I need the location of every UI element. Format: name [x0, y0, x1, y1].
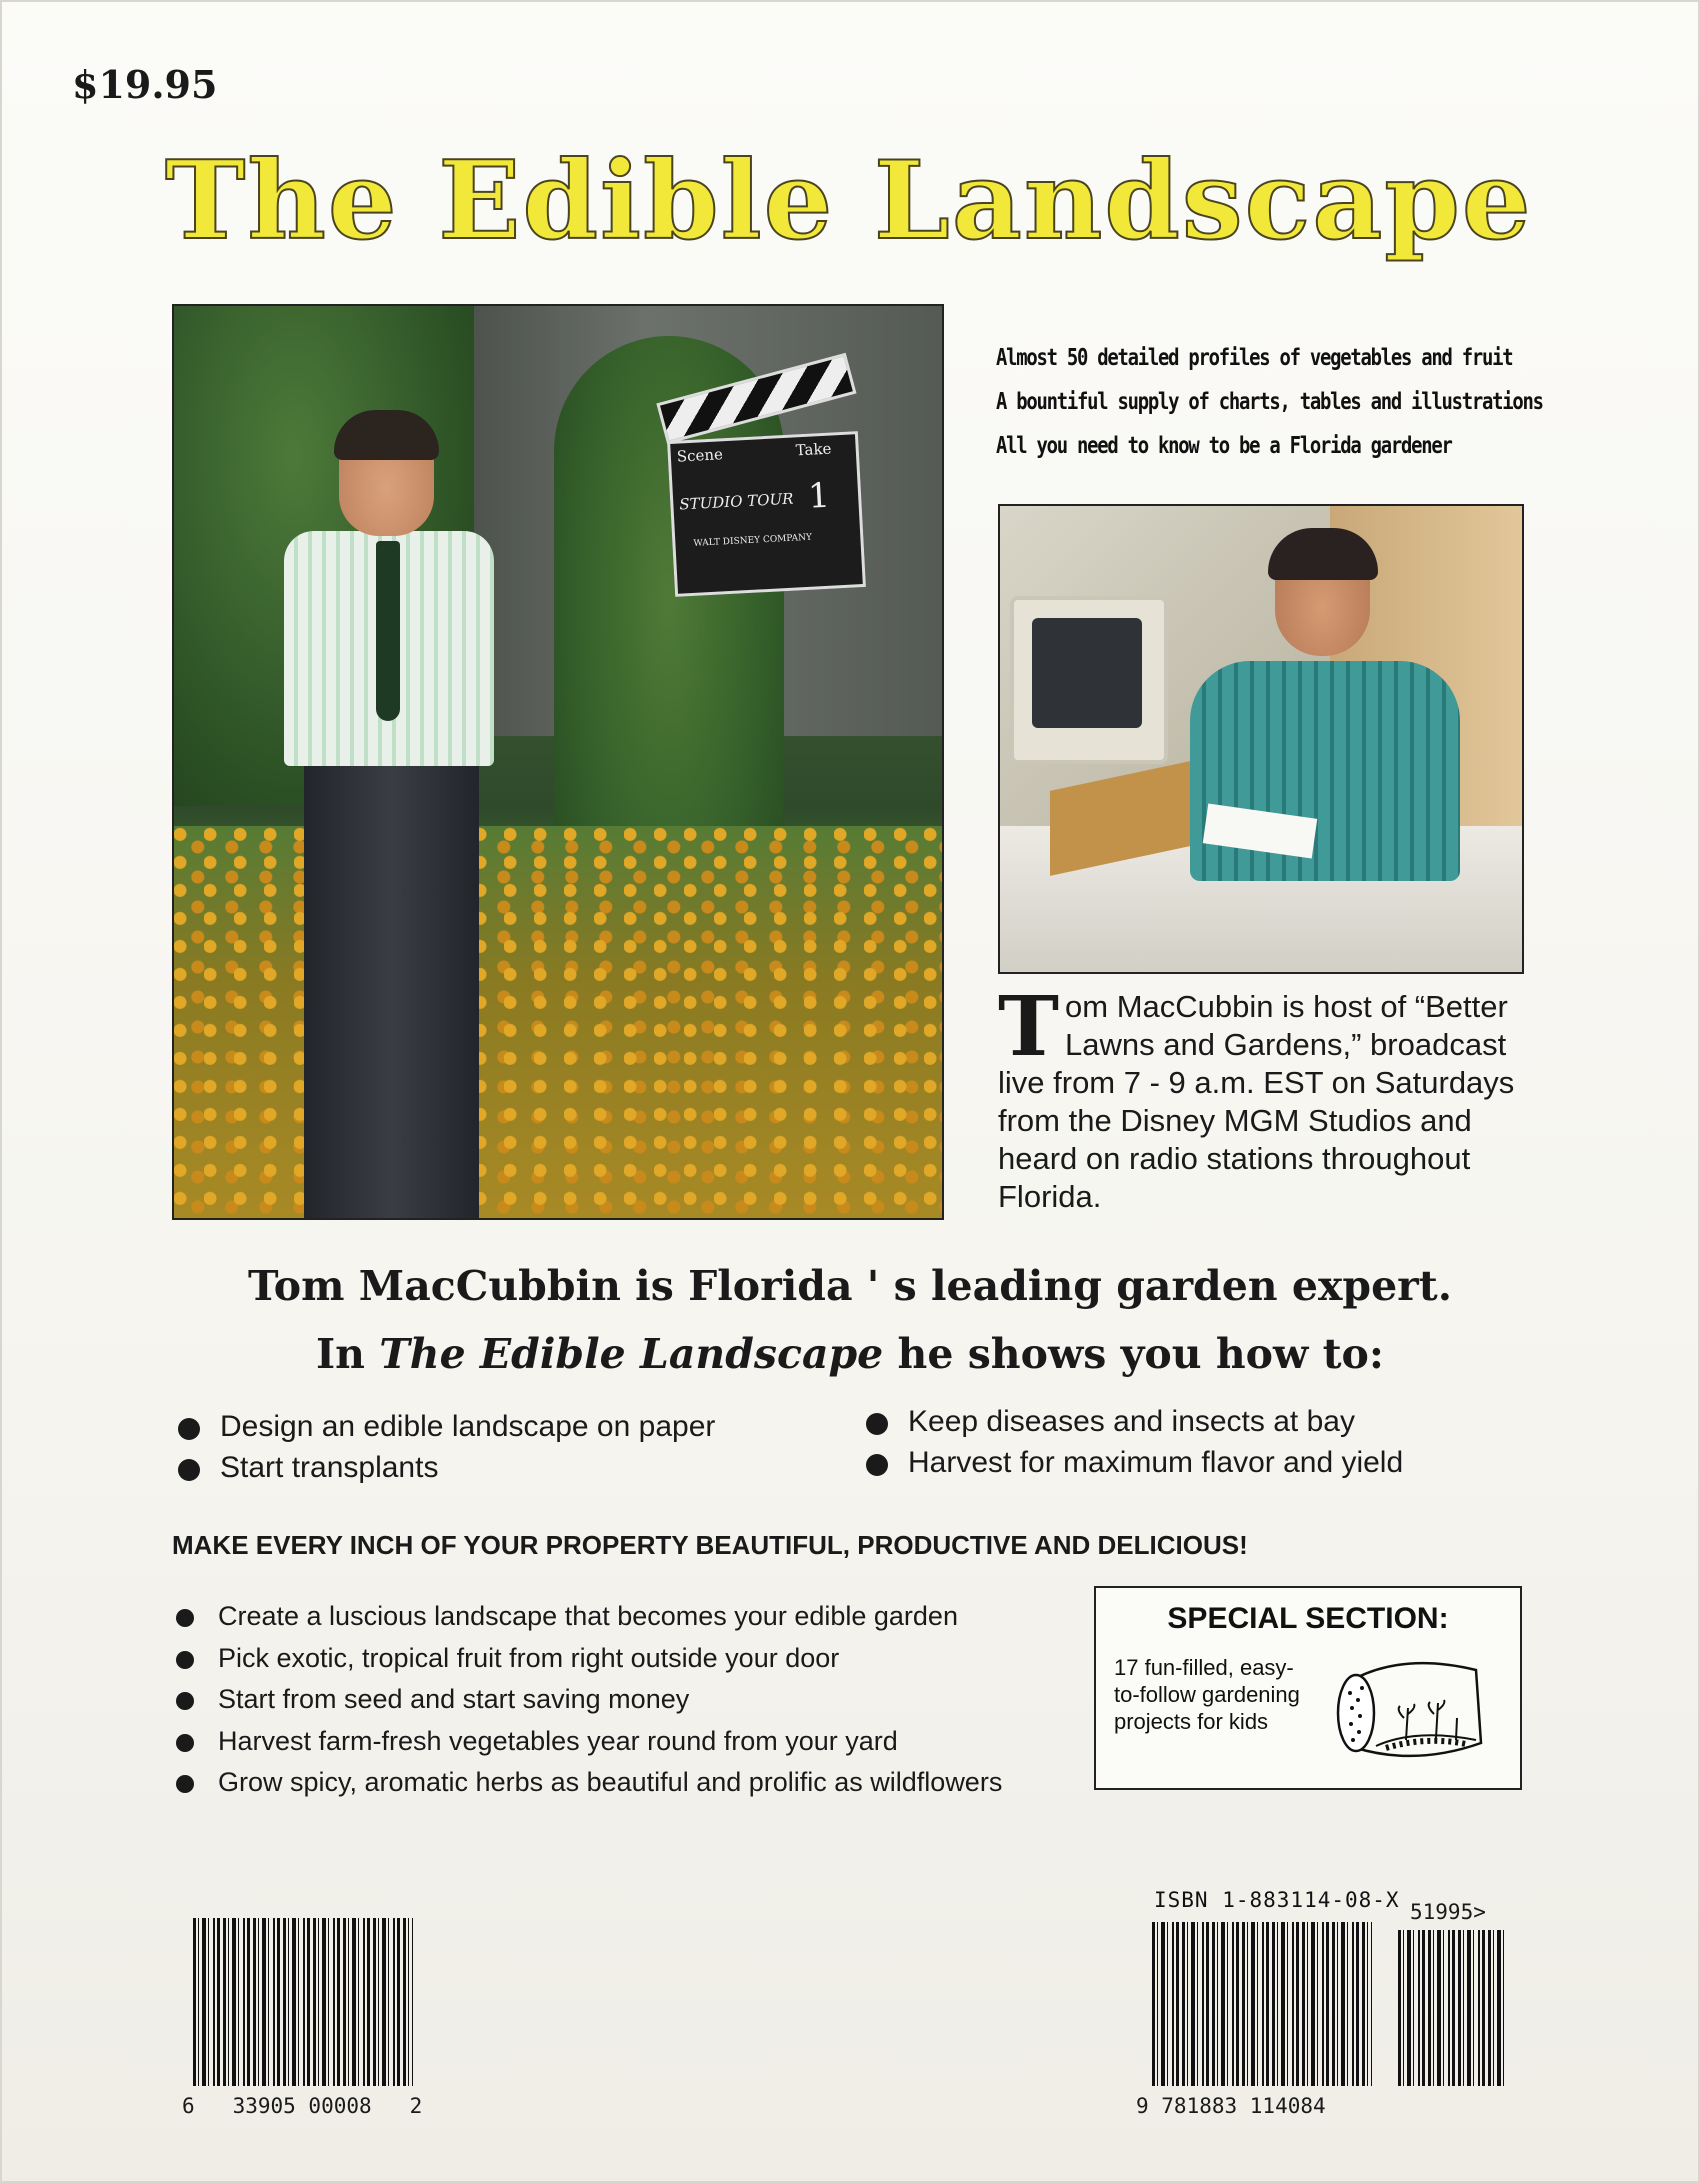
list-item: Start from seed and start saving money	[176, 1679, 1002, 1721]
upc-barcode	[193, 1918, 413, 2086]
author-hair	[1268, 528, 1378, 580]
price-label: $19.95	[72, 62, 218, 107]
feature-list	[996, 336, 1543, 468]
book-title: The Edible Landscape	[165, 138, 1533, 264]
how-to-list-right	[866, 1401, 1403, 1483]
clapper-company-text: WALT DISNEY COMPANY	[693, 532, 813, 549]
lead-line-1: Tom MacCubbin is Florida ' s leading garden expert.	[248, 1262, 1452, 1310]
special-section-heading: SPECIAL SECTION:	[1167, 1602, 1449, 1635]
isbn-label: ISBN 1-883114-08-X	[1154, 1888, 1400, 1912]
clapper-take-text: Take	[795, 439, 832, 460]
list-item: Keep diseases and insects at bay	[866, 1401, 1403, 1442]
author-standing	[264, 416, 504, 1218]
list-item: Start transplants	[178, 1447, 715, 1488]
list-item: Design an edible landscape on paper	[178, 1406, 715, 1447]
price-code-barcode	[1398, 1930, 1506, 2086]
lead-book-title: The Edible Landscape	[379, 1330, 884, 1378]
list-item: Grow spicy, aromatic herbs as beautiful and prolific as wildflowers	[176, 1762, 1002, 1804]
isbn-barcode-number: 9 781883 114084	[1136, 2094, 1326, 2118]
author-shirt	[1190, 661, 1460, 881]
computer-monitor	[1010, 596, 1168, 764]
garden-topiary-photo	[172, 304, 944, 1220]
list-item: Harvest for maximum flavor and yield	[866, 1442, 1403, 1483]
author-bio	[998, 979, 1538, 1216]
how-to-list-left	[178, 1406, 715, 1488]
author-tie	[376, 541, 400, 721]
bio-text: om MacCubbin is host of “Better Lawns and Gardens,” broadcast live from 7 - 9 a.m. EST on Saturdays from the Disney MGM Studios and heard on radio stations throughout Florida.	[998, 989, 1515, 1214]
lead-line-2-pre: In	[315, 1330, 380, 1378]
clapper-scene-text: Scene	[676, 445, 724, 466]
monitor-screen	[1032, 618, 1142, 728]
clapper-tour-text: STUDIO TOUR	[678, 489, 794, 514]
benefits-list	[176, 1596, 1002, 1804]
author-hair	[334, 410, 439, 460]
upc-barcode-number: 6 33905 00008 2	[182, 2094, 423, 2118]
feature-item: A bountiful supply of charts, tables and illustrations	[996, 389, 1543, 415]
lead-line-2-post: he shows you how to:	[883, 1330, 1384, 1378]
lead-line-2	[160, 1330, 1540, 1378]
special-section-box	[1094, 1586, 1522, 1790]
clapperboard	[667, 431, 866, 597]
terrarium-jar-icon	[1316, 1648, 1496, 1773]
call-to-action: MAKE EVERY INCH OF YOUR PROPERTY BEAUTIFUL, PRODUCTIVE AND DELICIOUS!	[172, 1530, 1248, 1560]
feature-item: Almost 50 detailed profiles of vegetables and fruit	[996, 345, 1513, 371]
bio-dropcap: T	[998, 979, 1060, 1075]
list-item: Harvest farm-fresh vegetables year round from your yard	[176, 1721, 1002, 1763]
special-section-body: 17 fun-filled, easy-to-follow gardening projects for kids	[1114, 1655, 1300, 1734]
author-pants	[304, 761, 479, 1220]
isbn-barcode	[1152, 1922, 1372, 2086]
feature-item: All you need to know to be a Florida gardener	[996, 433, 1452, 459]
list-item: Pick exotic, tropical fruit from right outside your door	[176, 1638, 1002, 1680]
list-item: Create a luscious landscape that becomes your edible garden	[176, 1596, 1002, 1638]
radio-studio-photo	[998, 504, 1524, 974]
clapper-number-text: 1	[807, 475, 831, 517]
price-code-number: 51995>	[1410, 1900, 1486, 1924]
